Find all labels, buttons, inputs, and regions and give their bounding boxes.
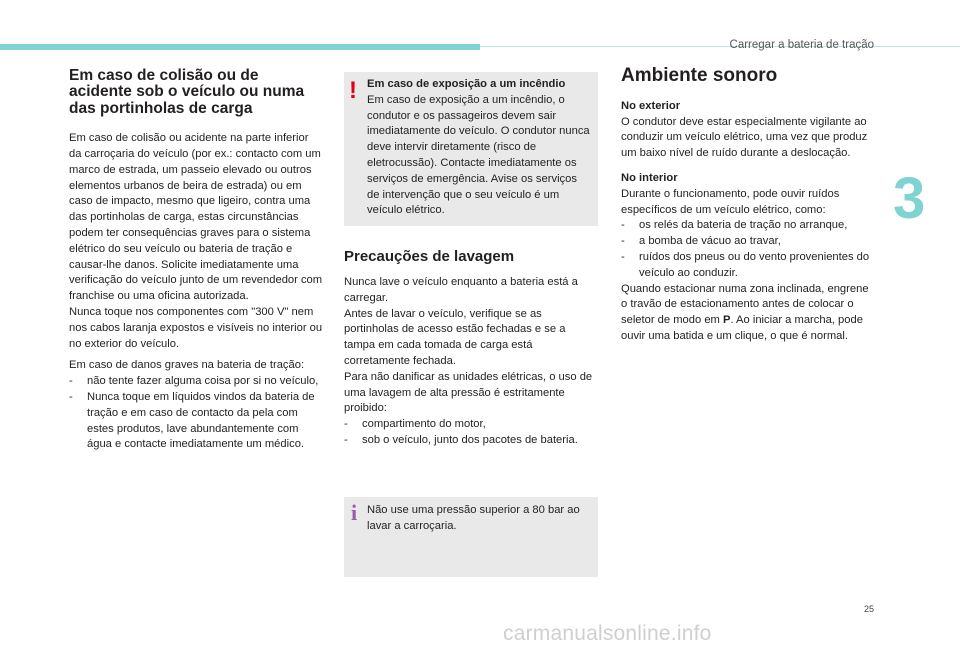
sound-heading: Ambiente sonoro bbox=[621, 65, 778, 86]
collision-paragraph-3: Em caso de danos graves na bateria de tração: bbox=[69, 359, 305, 372]
section-title: Carregar a bateria de tração bbox=[729, 39, 874, 51]
washing-paragraph-1: Nunca lave o veículo enquanto a bateria está a carregar. bbox=[344, 276, 578, 304]
column-washing bbox=[344, 248, 599, 449]
interior-paragraph: Durante o funcionamento, pode ouvir ruídos específicos de um veículo elétrico, como: bbox=[621, 187, 840, 216]
interior-list bbox=[621, 218, 871, 281]
exterior-subheading: No exterior bbox=[621, 99, 681, 112]
list-item: - ruídos dos pneus ou do vento provenientes do veículo ao conduzir. bbox=[621, 250, 871, 282]
list-item: - Nunca toque em líquidos vindos da bateria de tração e em caso de contacto da pela com estes produtos, lave abundantemente com água e contacte imediatamente um médico. bbox=[69, 390, 323, 453]
chapter-number: 3 bbox=[893, 166, 926, 231]
list-item: - compartimento do motor, bbox=[344, 417, 599, 433]
collision-paragraph-1: Em caso de colisão ou acidente na parte inferior da carroçaria do veículo (por ex.: contacto com um marco de estrada, um passeio elevado ou outros elementos urbanos de beira de estrada) ou em caso de impacto, mesmo que ligeiro, contra uma das portinholas de carga, estas circunstâncias podem ter consequências graves para o sistema elétrico do seu veículo ou bateria de tração e causar-lhe danos. Solicite imediatamente uma verificação do veículo junto de um revendedor com franchise ou uma oficina autorizada. bbox=[69, 132, 323, 303]
warning-text: Em caso de exposição a um incêndio, o condutor e os passageiros devem sair imediatamente do veículo. O condutor nunca deve intervir diretamente (risco de eletrocussão). Contacte imediatamente os serviços de emergência. Avise os serviços de intervenção que o seu veículo é um veículo elétrico. bbox=[367, 93, 590, 217]
page-number: 25 bbox=[863, 604, 874, 614]
column-sound bbox=[621, 66, 871, 345]
washing-paragraph-3: Para não danificar as unidades elétricas, o uso de uma lavagem de alta pressão é estritamente proibido: bbox=[344, 370, 593, 415]
collision-paragraph-2: Nunca toque nos componentes com "300 V" nem nos cabos laranja expostos e visíveis no interior ou no exterior do veículo. bbox=[69, 306, 323, 350]
parking-text-after: . Ao iniciar a marcha, pode ouvir uma batida e um clique, o que é normal. bbox=[621, 314, 863, 343]
washing-paragraph-2: Antes de lavar o veículo, verifique se as portinholas de acesso estão fechadas e se a tampa em cada tomada de carga está corretamente fechada. bbox=[344, 307, 566, 367]
washing-heading: Precauções de lavagem bbox=[344, 248, 515, 265]
list-item: - os relés da bateria de tração no arranque, bbox=[621, 218, 871, 234]
info-icon: i bbox=[351, 500, 358, 525]
exterior-paragraph: O condutor deve estar especialmente vigilante ao conduzir um veículo elétrico, uma vez que produz um baixo nível de ruído durante a deslocação. bbox=[621, 115, 868, 160]
header-divider bbox=[480, 46, 960, 47]
header-accent-bar bbox=[0, 44, 480, 50]
list-item: - sob o veículo, junto dos pacotes de bateria. bbox=[344, 433, 599, 449]
exclamation-warning-icon: ! bbox=[349, 77, 357, 104]
washing-list bbox=[344, 417, 599, 449]
park-mode-label: P bbox=[722, 314, 731, 327]
collision-list bbox=[69, 374, 323, 453]
interior-subheading: No interior bbox=[621, 172, 678, 185]
list-item: - não tente fazer alguma coisa por si no veículo, bbox=[69, 374, 323, 390]
collision-heading: Em caso de colisão ou de acidente sob o veículo ou numa das portinholas de carga bbox=[69, 67, 305, 117]
watermark: carmanualsonline.info bbox=[503, 622, 712, 645]
warning-content bbox=[367, 77, 592, 219]
list-item: - a bomba de vácuo ao travar, bbox=[621, 234, 871, 250]
info-text: Não use uma pressão superior a 80 bar ao lavar a carroçaria. bbox=[367, 504, 580, 532]
parking-paragraph bbox=[621, 282, 871, 345]
parking-text-before: Quando estacionar numa zona inclinada, engrene o travão de estacionamento antes de colocar o seletor de modo em bbox=[621, 282, 869, 327]
info-content bbox=[367, 503, 592, 535]
column-collision bbox=[69, 66, 323, 453]
warning-title: Em caso de exposição a um incêndio bbox=[367, 78, 566, 90]
